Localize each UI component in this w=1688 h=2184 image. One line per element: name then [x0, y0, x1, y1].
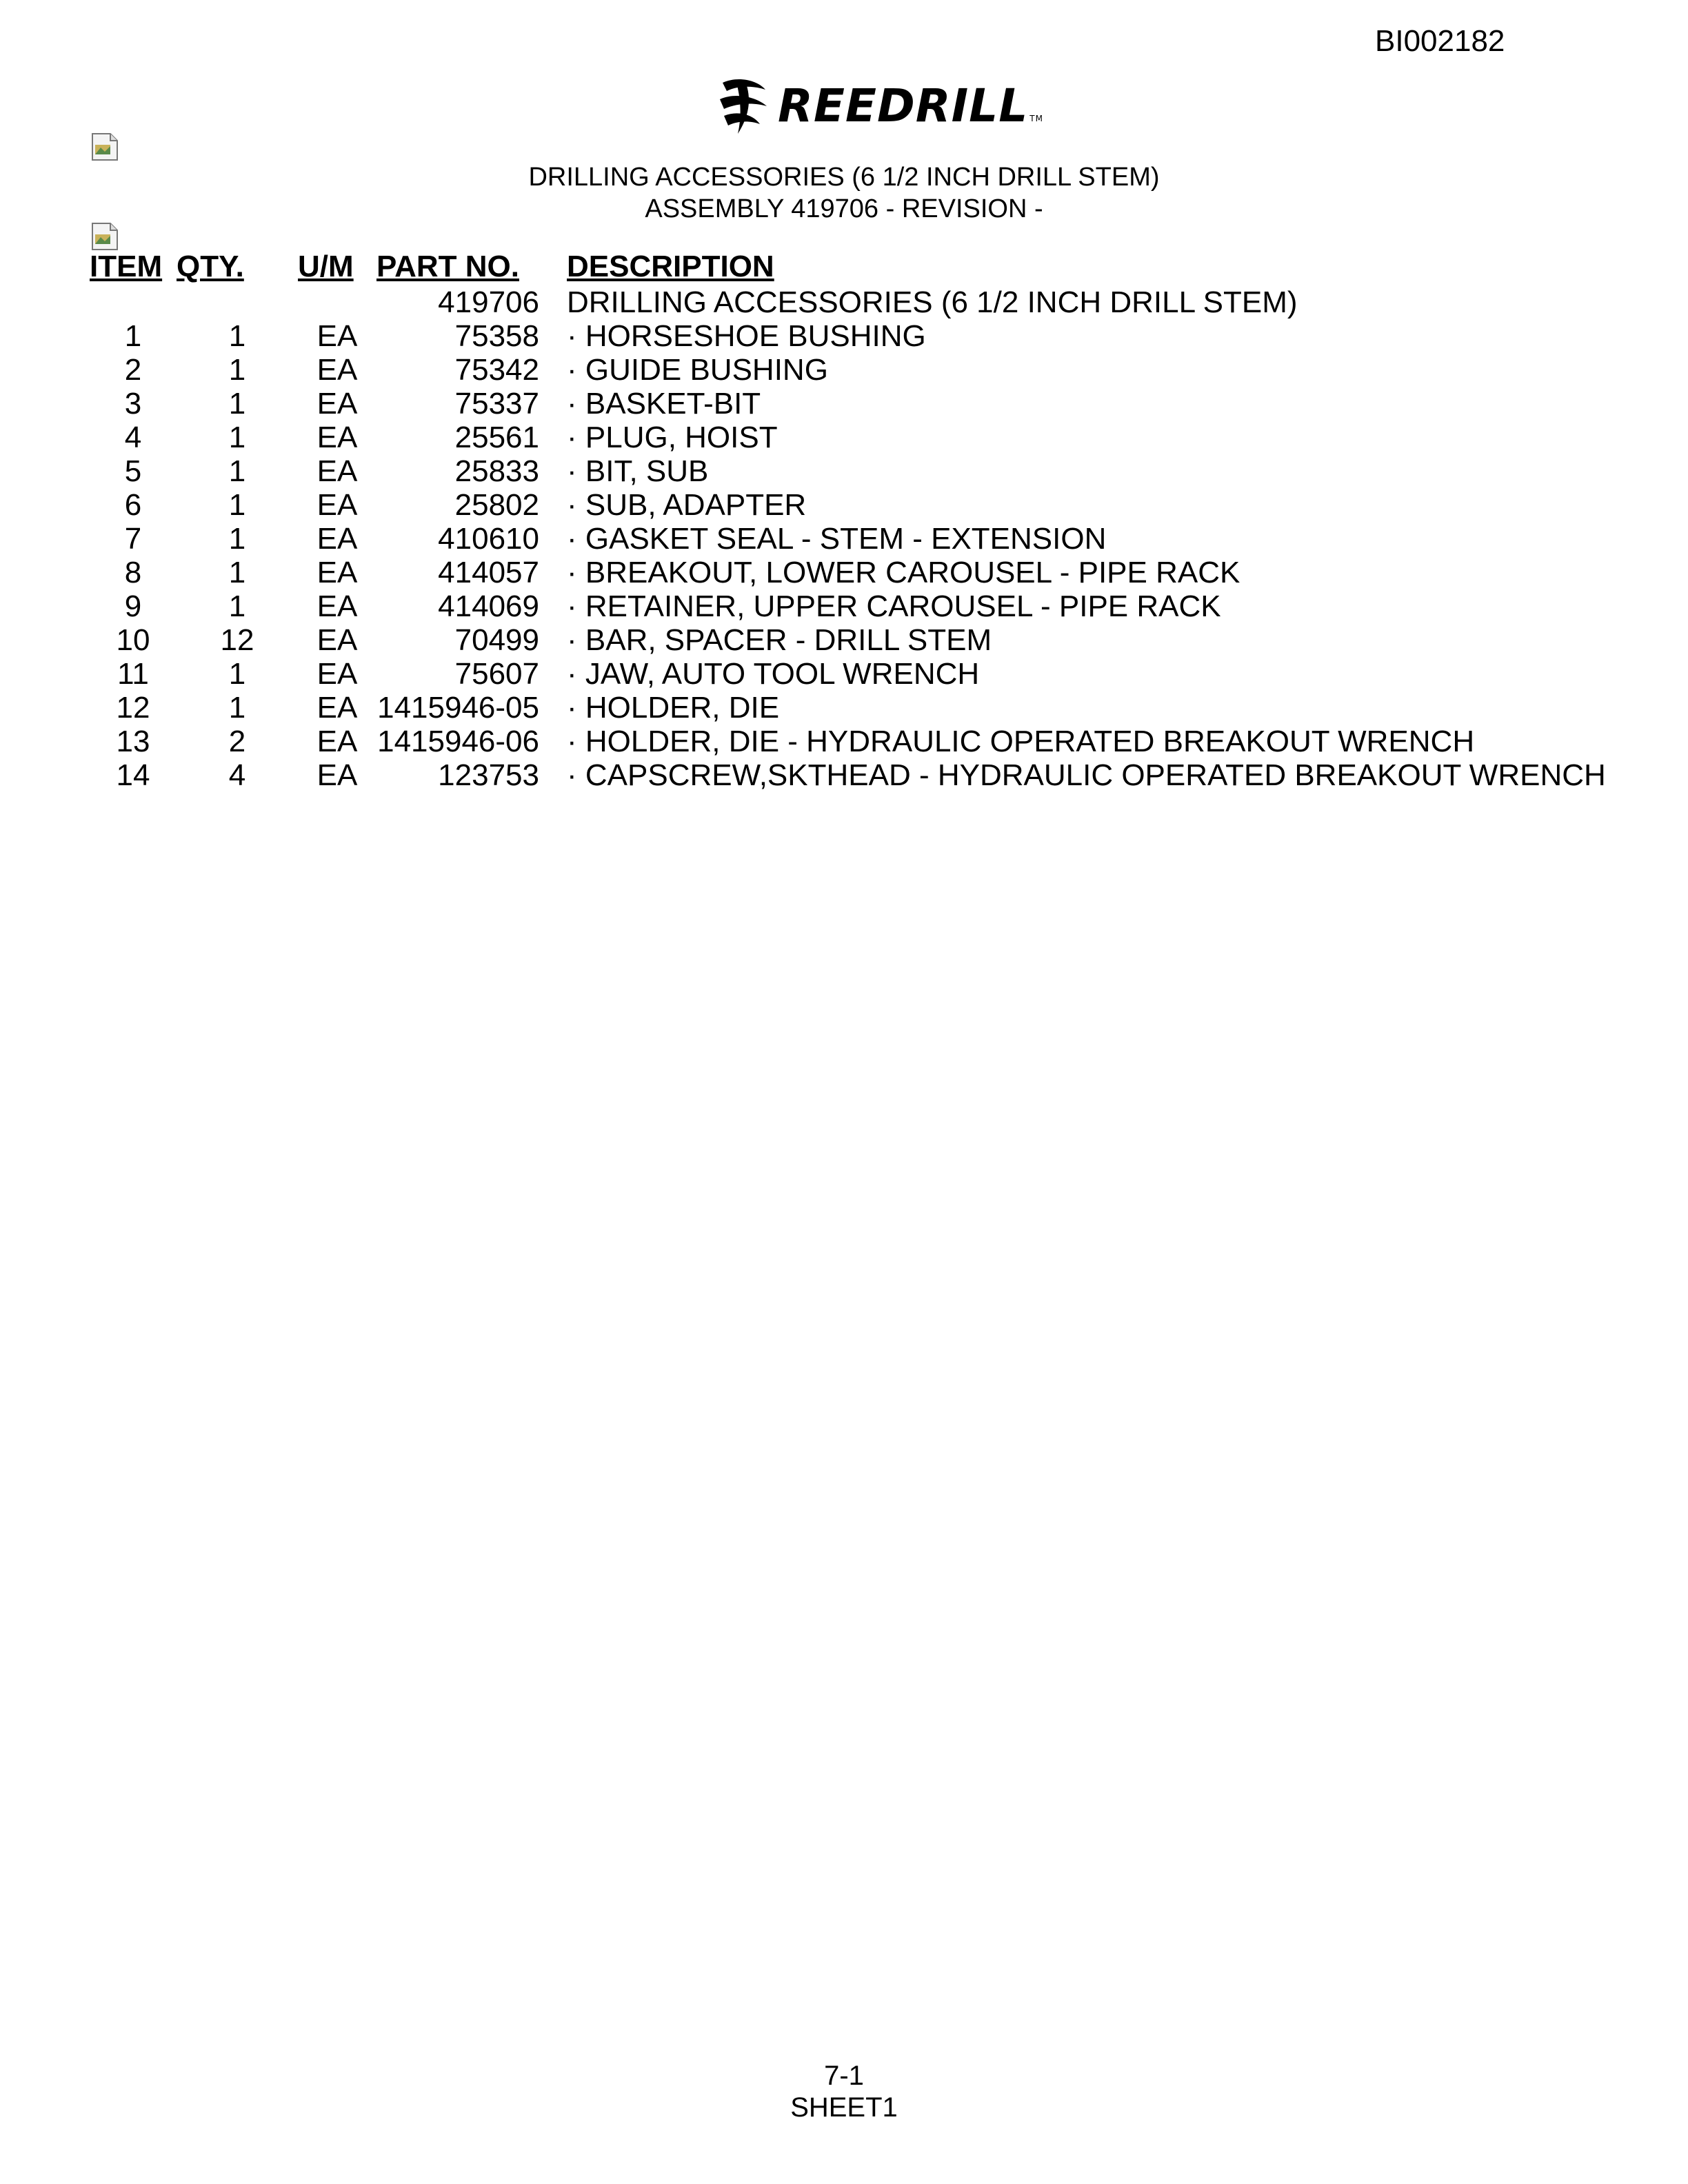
reedrill-logo — [717, 76, 1043, 139]
table-row — [90, 353, 1606, 387]
part-description: · RETAINER, UPPER CAROUSEL - PIPE RACK — [567, 589, 1221, 623]
part-description: · PLUG, HOIST — [567, 421, 778, 454]
table-row — [90, 623, 1606, 657]
document-title — [0, 161, 1688, 225]
quantity: 1 — [228, 454, 246, 488]
part-number: 414069 — [438, 589, 539, 623]
unit-of-measure: EA — [316, 725, 358, 758]
part-description: · HOLDER, DIE — [567, 691, 780, 725]
item-number: 6 — [124, 488, 142, 522]
part-number: 1415946-05 — [377, 691, 539, 725]
quantity: 1 — [228, 589, 246, 623]
page-footer — [0, 2060, 1688, 2123]
item-number: 4 — [124, 421, 142, 454]
quantity: 1 — [228, 488, 246, 522]
title-line-2: ASSEMBLY 419706 - REVISION - — [645, 194, 1043, 223]
part-number: 75607 — [454, 657, 539, 691]
part-number: 75358 — [454, 319, 539, 353]
unit-of-measure: EA — [316, 556, 358, 589]
quantity: 12 — [220, 623, 254, 657]
item-number: 7 — [124, 522, 142, 556]
quantity: 1 — [228, 556, 246, 589]
part-description: · BASKET-BIT — [567, 387, 761, 421]
unit-of-measure: EA — [316, 522, 358, 556]
unit-of-measure: EA — [316, 353, 358, 387]
quantity: 4 — [228, 758, 246, 792]
part-description: · GUIDE BUSHING — [567, 353, 828, 387]
quantity: 2 — [228, 725, 246, 758]
quantity: 1 — [228, 353, 246, 387]
assembly-part-no: 419706 — [438, 285, 539, 319]
assembly-row — [90, 285, 1606, 319]
quantity: 1 — [228, 657, 246, 691]
part-description: · SUB, ADAPTER — [567, 488, 807, 522]
unit-of-measure: EA — [316, 657, 358, 691]
item-number: 1 — [124, 319, 142, 353]
part-description: · BREAKOUT, LOWER CAROUSEL - PIPE RACK — [567, 556, 1240, 589]
column-header-um: U/M — [298, 250, 354, 283]
table-row — [90, 454, 1606, 488]
part-number: 25833 — [454, 454, 539, 488]
part-description: · BIT, SUB — [567, 454, 709, 488]
item-number: 14 — [116, 758, 150, 792]
column-header-description: DESCRIPTION — [567, 250, 774, 283]
item-number: 9 — [124, 589, 142, 623]
unit-of-measure: EA — [316, 319, 358, 353]
unit-of-measure: EA — [316, 691, 358, 725]
table-row — [90, 488, 1606, 522]
table-row — [90, 387, 1606, 421]
part-description: · GASKET SEAL - STEM - EXTENSION — [567, 522, 1107, 556]
part-number: 123753 — [438, 758, 539, 792]
part-number: 75337 — [454, 387, 539, 421]
item-number: 10 — [116, 623, 150, 657]
part-number: 25802 — [454, 488, 539, 522]
title-line-1: DRILLING ACCESSORIES (6 1/2 INCH DRILL STEM) — [528, 163, 1160, 192]
parts-list-table — [90, 248, 1606, 792]
logo-wordmark: REEDRILL TM — [778, 79, 1043, 132]
part-description: · HOLDER, DIE - HYDRAULIC OPERATED BREAKOUT WRENCH — [567, 725, 1475, 758]
document-id: BI002182 — [1375, 24, 1505, 58]
unit-of-measure: EA — [316, 758, 358, 792]
quantity: 1 — [228, 522, 246, 556]
unit-of-measure: EA — [316, 421, 358, 454]
table-row — [90, 725, 1606, 758]
sheet-name: SHEET1 — [790, 2092, 898, 2123]
document-icon[interactable] — [91, 222, 119, 251]
item-number: 5 — [124, 454, 142, 488]
table-header-row — [90, 248, 1606, 285]
part-number: 25561 — [454, 421, 539, 454]
column-header-item: ITEM — [90, 250, 163, 283]
item-number: 12 — [116, 691, 150, 725]
part-description: · HORSESHOE BUSHING — [567, 319, 926, 353]
quantity: 1 — [228, 691, 246, 725]
part-number: 1415946-06 — [377, 725, 539, 758]
unit-of-measure: EA — [316, 387, 358, 421]
quantity: 1 — [228, 387, 246, 421]
unit-of-measure: EA — [316, 589, 358, 623]
column-header-part-no: PART NO. — [376, 250, 519, 283]
unit-of-measure: EA — [316, 623, 358, 657]
table-row — [90, 556, 1606, 589]
table-row — [90, 421, 1606, 454]
unit-of-measure: EA — [316, 488, 358, 522]
table-row — [90, 691, 1606, 725]
item-number: 13 — [116, 725, 150, 758]
part-number: 70499 — [454, 623, 539, 657]
part-description: · BAR, SPACER - DRILL STEM — [567, 623, 992, 657]
drill-swirl-icon — [717, 76, 772, 135]
quantity: 1 — [228, 421, 246, 454]
item-number: 2 — [124, 353, 142, 387]
table-row — [90, 657, 1606, 691]
assembly-description: DRILLING ACCESSORIES (6 1/2 INCH DRILL STEM) — [567, 285, 1298, 319]
part-description: · JAW, AUTO TOOL WRENCH — [567, 657, 980, 691]
part-number: 75342 — [454, 353, 539, 387]
table-row — [90, 319, 1606, 353]
item-number: 11 — [117, 657, 149, 691]
quantity: 1 — [228, 319, 246, 353]
table-row — [90, 589, 1606, 623]
item-number: 3 — [124, 387, 142, 421]
column-header-qty: QTY. — [177, 250, 244, 283]
page-number: 7-1 — [824, 2061, 864, 2091]
part-number: 414057 — [438, 556, 539, 589]
part-number: 410610 — [438, 522, 539, 556]
table-row — [90, 758, 1606, 792]
unit-of-measure: EA — [316, 454, 358, 488]
item-number: 8 — [124, 556, 142, 589]
document-icon[interactable] — [91, 132, 119, 161]
table-row — [90, 522, 1606, 556]
part-description: · CAPSCREW,SKTHEAD - HYDRAULIC OPERATED BREAKOUT WRENCH — [567, 758, 1606, 792]
